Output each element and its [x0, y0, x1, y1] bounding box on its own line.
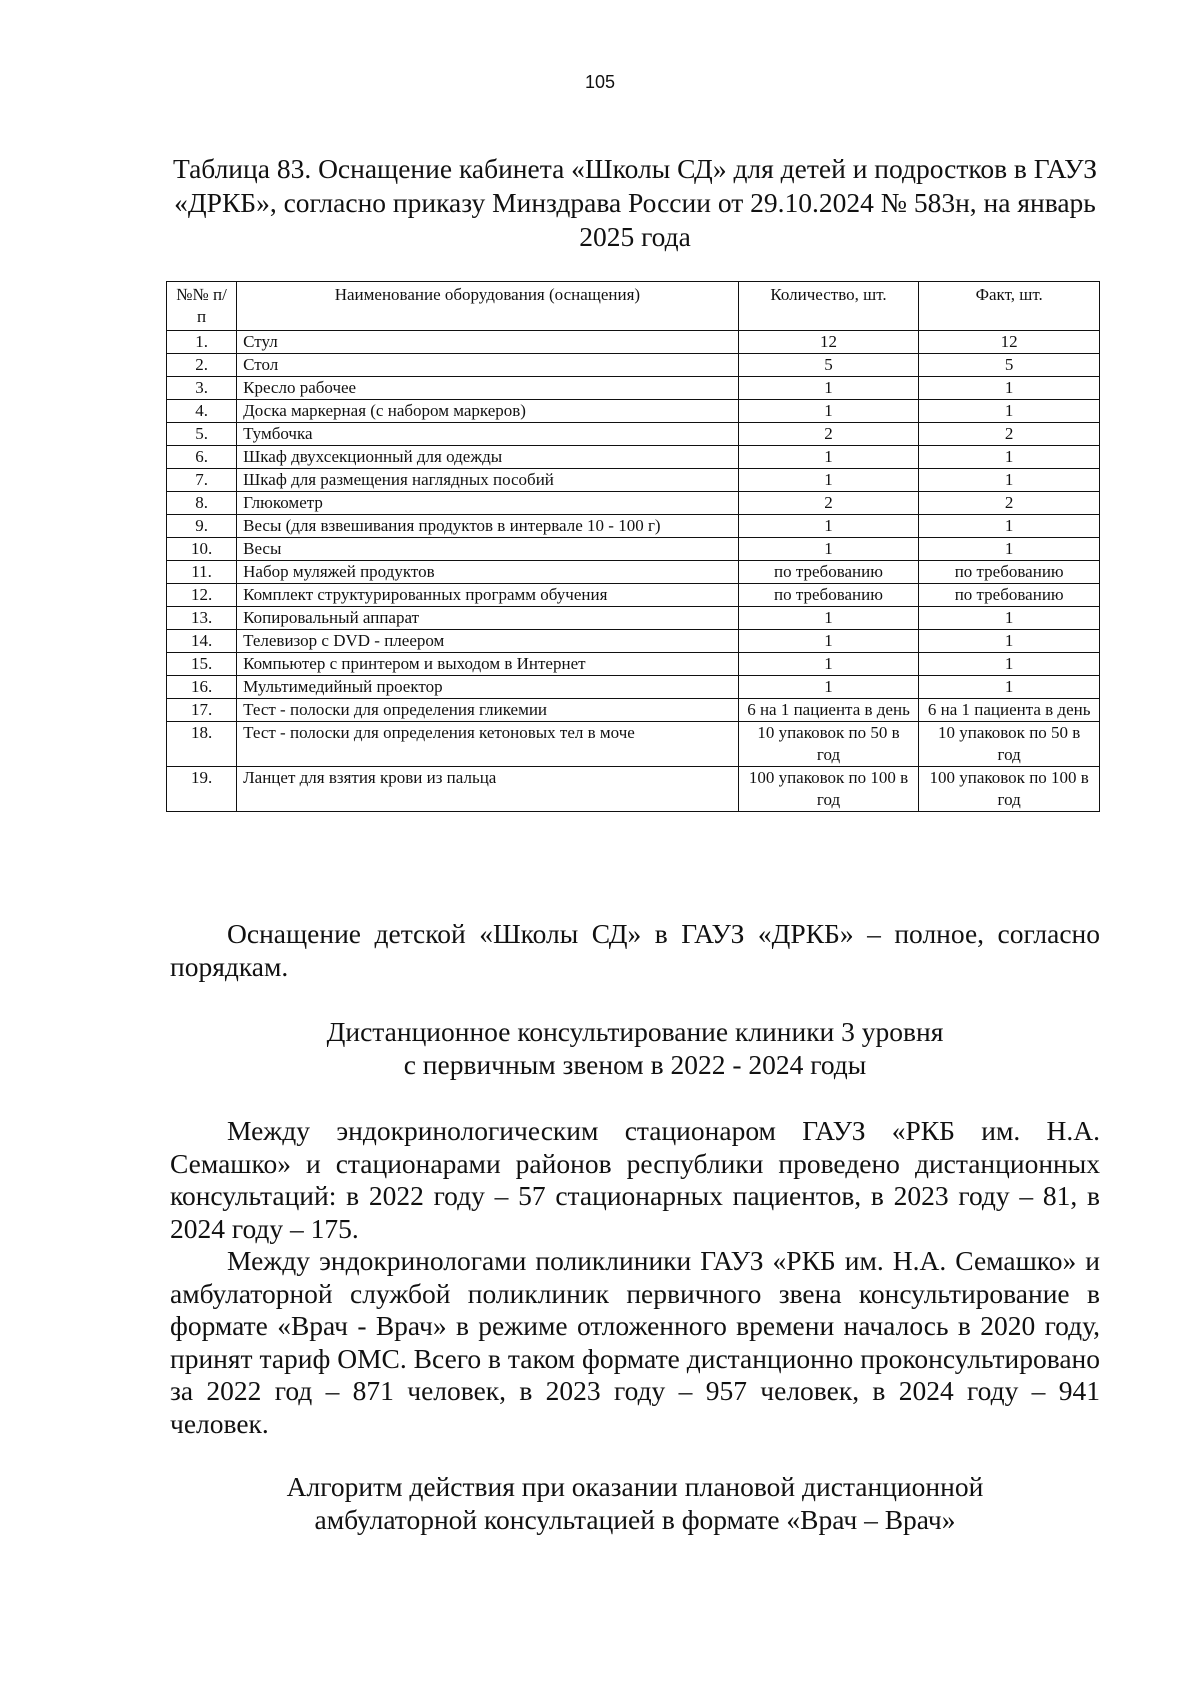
table-body [167, 331, 1100, 812]
cell-qty: 5 [738, 354, 919, 377]
cell-qty: 10 упаковок по 50 в год [738, 722, 919, 767]
cell-name: Стол [237, 354, 739, 377]
cell-qty: 1 [738, 653, 919, 676]
cell-qty: 1 [738, 630, 919, 653]
cell-fact: 1 [919, 469, 1100, 492]
cell-qty: 1 [738, 400, 919, 423]
cell-fact: по требованию [919, 561, 1100, 584]
cell-name: Шкаф для размещения наглядных пособий [237, 469, 739, 492]
cell-num: 15. [167, 653, 237, 676]
table-row [167, 354, 1100, 377]
cell-fact: 1 [919, 607, 1100, 630]
cell-num: 16. [167, 676, 237, 699]
cell-qty: 1 [738, 515, 919, 538]
heading-algorithm-line1: Алгоритм действия при оказании плановой дистанционной [286, 1471, 984, 1502]
cell-qty: 100 упаковок по 100 в год [738, 767, 919, 812]
table-row [167, 377, 1100, 400]
cell-num: 17. [167, 699, 237, 722]
table-row [167, 584, 1100, 607]
paragraph-polyclinic-consultations: Между эндокринологами поликлиники ГАУЗ «РКБ им. Н.А. Семашко» и амбулаторной службой поликлиник первичного звена консультирование в формате «Врач - Врач» в режиме отложенного времени началось в 2020 году, принят тариф ОМС. Всего в таком формате дистанционно проконсультировано за 2022 год – 871 человек, в 2023 году – 957 человек, в 2024 году – 941 человек. [170, 1245, 1100, 1439]
cell-fact: 2 [919, 492, 1100, 515]
paragraph-hospital-consultations: Между эндокринологическим стационаром ГАУЗ «РКБ им. Н.А. Семашко» и стационарами районов республики проведено дистанционных консультаций: в 2022 году – 57 стационарных пациентов, в 2023 году – 81, в 2024 году – 175. [170, 1115, 1100, 1244]
cell-num: 18. [167, 722, 237, 767]
cell-fact: 1 [919, 630, 1100, 653]
cell-name: Мультимедийный проектор [237, 676, 739, 699]
cell-name: Тест - полоски для определения кетоновых тел в моче [237, 722, 739, 767]
cell-num: 14. [167, 630, 237, 653]
cell-qty: 2 [738, 492, 919, 515]
table-row [167, 492, 1100, 515]
cell-num: 6. [167, 446, 237, 469]
header-num: №№ п/п [167, 282, 237, 331]
cell-num: 8. [167, 492, 237, 515]
page-number: 105 [584, 72, 616, 92]
cell-fact: 1 [919, 676, 1100, 699]
cell-name: Кресло рабочее [237, 377, 739, 400]
table-row [167, 676, 1100, 699]
header-fact: Факт, шт. [919, 282, 1100, 331]
cell-fact: 100 упаковок по 100 в год [919, 767, 1100, 812]
cell-fact: 6 на 1 пациента в день [919, 699, 1100, 722]
cell-num: 11. [167, 561, 237, 584]
cell-num: 10. [167, 538, 237, 561]
cell-qty: 1 [738, 607, 919, 630]
cell-name: Шкаф двухсекционный для одежды [237, 446, 739, 469]
table-row [167, 331, 1100, 354]
cell-fact: 1 [919, 400, 1100, 423]
cell-num: 2. [167, 354, 237, 377]
cell-fact: по требованию [919, 584, 1100, 607]
cell-num: 7. [167, 469, 237, 492]
cell-fact: 1 [919, 446, 1100, 469]
cell-name: Ланцет для взятия крови из пальца [237, 767, 739, 812]
cell-fact: 1 [919, 515, 1100, 538]
table-caption: Таблица 83. Оснащение кабинета «Школы СД» для детей и подростков в ГАУЗ «ДРКБ», согласно приказу Минздрава России от 29.10.2024 № 583н, на январь 2025 года [172, 153, 1098, 252]
cell-num: 1. [167, 331, 237, 354]
cell-name: Доска маркерная (с набором маркеров) [237, 400, 739, 423]
table-row [167, 561, 1100, 584]
table-row [167, 400, 1100, 423]
cell-num: 13. [167, 607, 237, 630]
cell-name: Стул [237, 331, 739, 354]
paragraph-equipment: Оснащение детской «Школы СД» в ГАУЗ «ДРКБ» – полное, согласно порядкам. [170, 918, 1100, 982]
cell-num: 9. [167, 515, 237, 538]
table-row [167, 767, 1100, 812]
cell-qty: 1 [738, 538, 919, 561]
cell-name: Глюкометр [237, 492, 739, 515]
cell-qty: 6 на 1 пациента в день [738, 699, 919, 722]
cell-name: Комплект структурированных программ обучения [237, 584, 739, 607]
table-row [167, 515, 1100, 538]
cell-qty: 2 [738, 423, 919, 446]
cell-fact: 10 упаковок по 50 в год [919, 722, 1100, 767]
cell-num: 19. [167, 767, 237, 812]
table-row [167, 630, 1100, 653]
table-row [167, 446, 1100, 469]
cell-name: Весы [237, 538, 739, 561]
cell-qty: 1 [738, 676, 919, 699]
header-qty: Количество, шт. [738, 282, 919, 331]
cell-qty: 12 [738, 331, 919, 354]
cell-qty: 1 [738, 377, 919, 400]
table-row [167, 538, 1100, 561]
table-row [167, 423, 1100, 446]
cell-fact: 12 [919, 331, 1100, 354]
table-header-row [167, 282, 1100, 331]
cell-num: 4. [167, 400, 237, 423]
table-row [167, 607, 1100, 630]
heading-algorithm-line2: амбулаторной консультацией в формате «Врач – Врач» [314, 1504, 956, 1535]
header-name: Наименование оборудования (оснащения) [237, 282, 739, 331]
cell-num: 12. [167, 584, 237, 607]
cell-fact: 1 [919, 653, 1100, 676]
table-row [167, 469, 1100, 492]
cell-name: Телевизор с DVD - плеером [237, 630, 739, 653]
cell-fact: 1 [919, 538, 1100, 561]
cell-qty: по требованию [738, 584, 919, 607]
cell-qty: 1 [738, 469, 919, 492]
cell-name: Компьютер с принтером и выходом в Интернет [237, 653, 739, 676]
table-row [167, 653, 1100, 676]
heading-consult-line2: с первичным звеном в 2022 - 2024 годы [403, 1049, 867, 1080]
cell-qty: 1 [738, 446, 919, 469]
cell-name: Тест - полоски для определения гликемии [237, 699, 739, 722]
cell-num: 3. [167, 377, 237, 400]
cell-name: Набор муляжей продуктов [237, 561, 739, 584]
cell-name: Тумбочка [237, 423, 739, 446]
heading-consult-line1: Дистанционное консультирование клиники 3 уровня [326, 1016, 944, 1047]
cell-fact: 1 [919, 377, 1100, 400]
cell-num: 5. [167, 423, 237, 446]
cell-name: Копировальный аппарат [237, 607, 739, 630]
table-row [167, 722, 1100, 767]
cell-fact: 5 [919, 354, 1100, 377]
cell-qty: по требованию [738, 561, 919, 584]
cell-fact: 2 [919, 423, 1100, 446]
equipment-table [166, 281, 1100, 812]
table-row [167, 699, 1100, 722]
cell-name: Весы (для взвешивания продуктов в интервале 10 - 100 г) [237, 515, 739, 538]
